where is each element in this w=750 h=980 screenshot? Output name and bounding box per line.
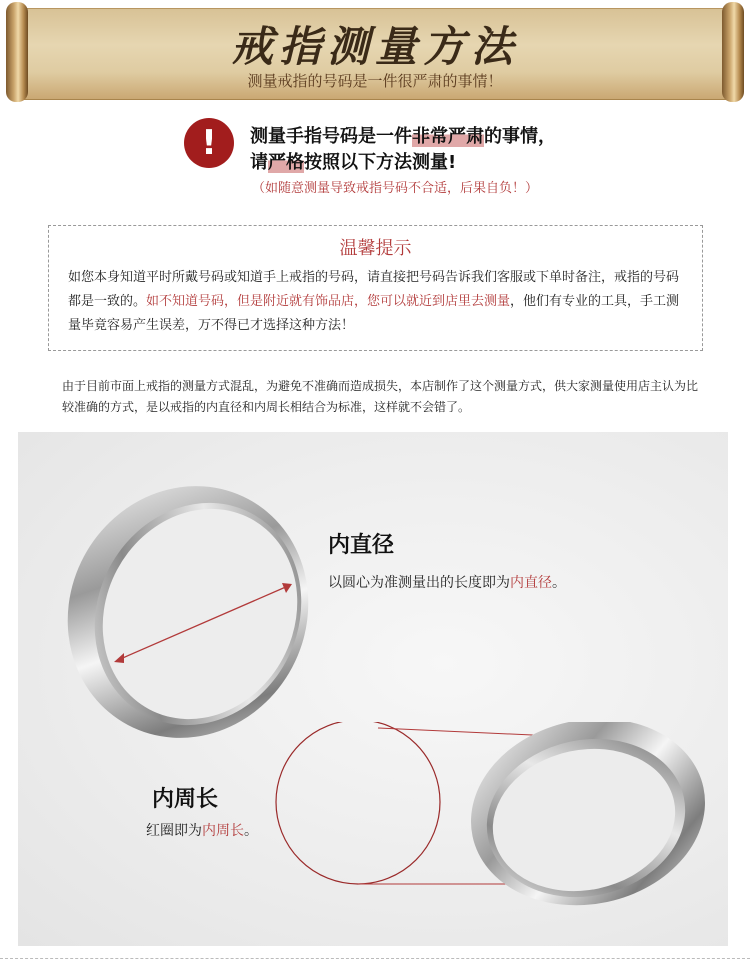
inner-diameter-desc	[328, 572, 566, 592]
warning-text: 测量手指号码是一件	[250, 126, 412, 147]
warning-line-2	[250, 148, 456, 174]
warning-text: 请	[250, 152, 268, 173]
scroll-banner	[0, 0, 750, 104]
inner-circumference-title: 内周长	[152, 787, 219, 812]
page-title: 戒指测量方法	[230, 22, 519, 71]
inner-diameter-title: 内直径	[328, 533, 395, 558]
warning-highlight: 严格	[268, 152, 304, 173]
warning-highlight: 非常严肃	[412, 126, 484, 147]
exclamation-icon: !	[184, 118, 234, 168]
tip-title: 温馨提示	[339, 238, 412, 259]
desc-text: 。	[552, 575, 566, 591]
bottom-divider	[0, 958, 750, 959]
desc-text: 以圆心为准测量出的长度即为	[328, 575, 510, 591]
desc-text: 红圈即为	[146, 823, 202, 839]
warning-text: 按照以下方法测量!	[304, 152, 457, 173]
desc-highlight: 内周长	[202, 823, 244, 839]
inner-circumference-desc	[146, 820, 258, 840]
tip-text-highlight: 如不知道号码，但是附近就有饰品店，您可以就近到店里去测量	[146, 294, 511, 309]
desc-text: 。	[244, 823, 258, 839]
tip-box	[48, 225, 703, 351]
page-subtitle: 测量戒指的号码是一件很严肃的事情！	[247, 72, 503, 90]
illustration-panel	[18, 432, 728, 946]
ring-image-top	[58, 462, 348, 752]
desc-highlight: 内直径	[510, 575, 552, 591]
warning-note: （如随意测量导致戒指号码不合适，后果自负！）	[252, 181, 539, 196]
tip-text	[68, 266, 688, 338]
tip-text-part: 如您本身知道平时所戴号码或知道手上戒指的号码，请直接把号码告诉我们客服或下单时备注，戒指的号码都是一致的。	[68, 270, 680, 309]
tip-text-part: ，他们有专业的工具，手工测量毕竟容易产生误差，万不得已才选择这种方法！	[68, 294, 680, 333]
warning-text: 的事情，	[484, 126, 556, 147]
ring-image-bottom	[268, 722, 718, 922]
warning-line-1	[250, 122, 556, 148]
description-text: 由于目前市面上戒指的测量方式混乱，为避免不准确而造成损失，本店制作了这个测量方式，供大家测量使用店主认为比较准确的方式，是以戒指的内直径和内周长相结合为标准，这样就不会错了。	[62, 379, 699, 414]
